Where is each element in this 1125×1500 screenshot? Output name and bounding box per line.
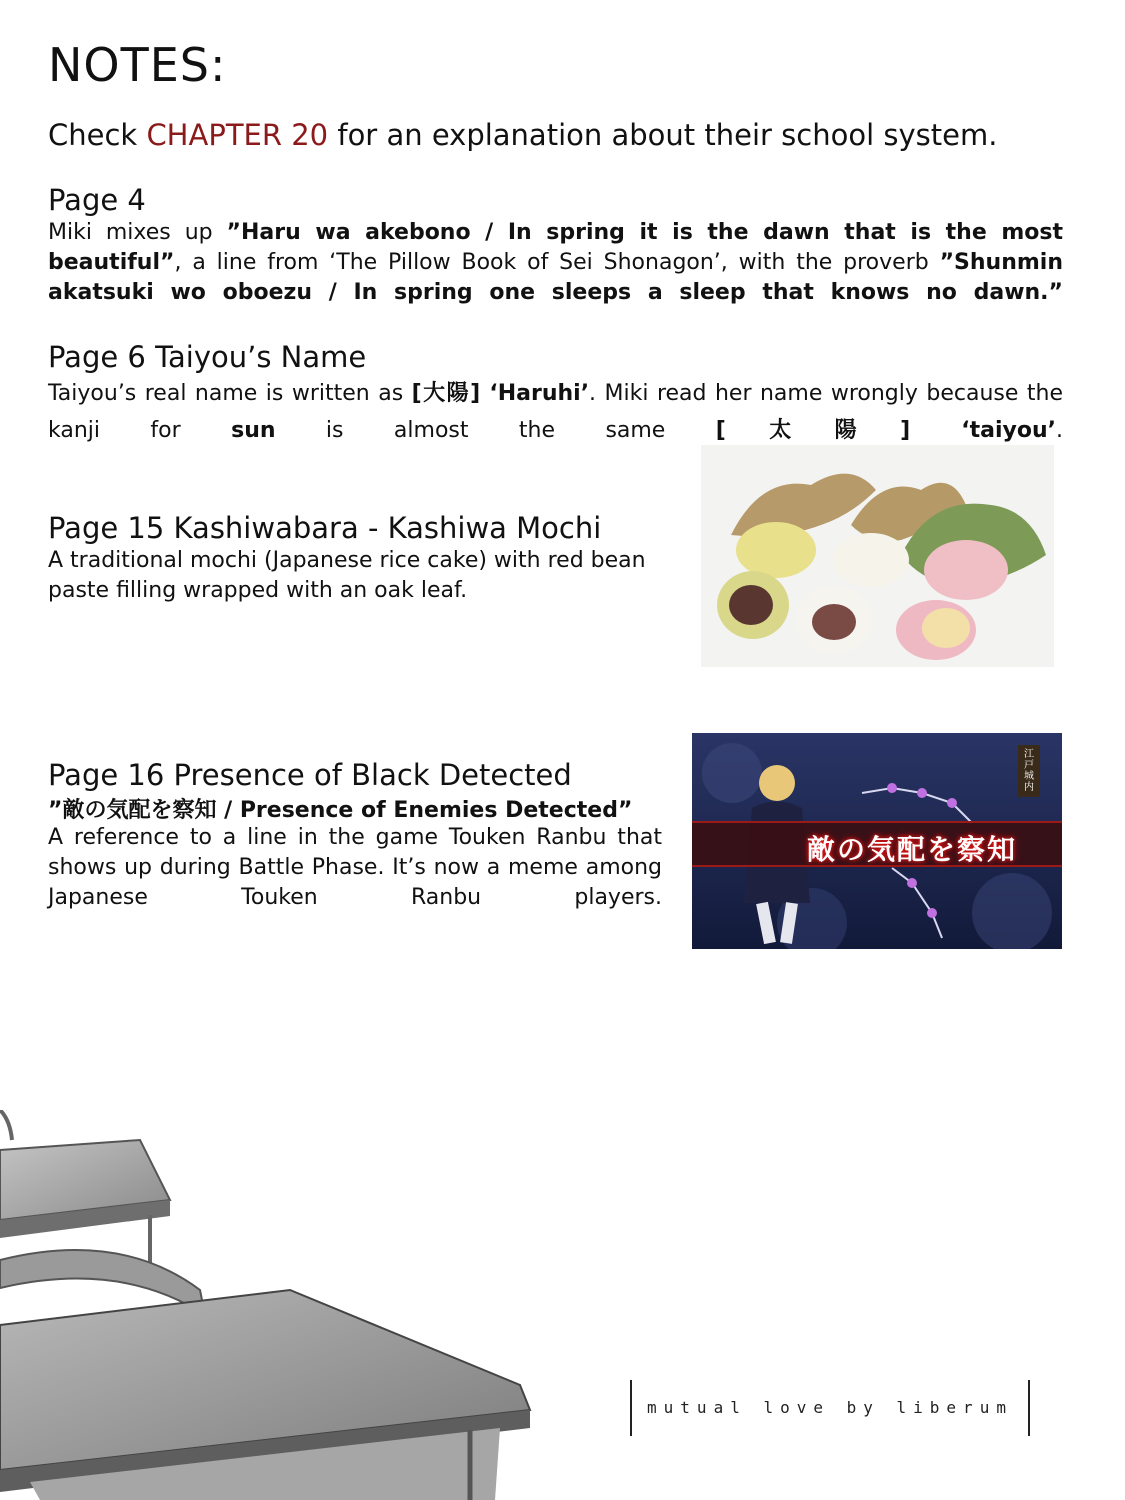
- desk-drawing: [0, 1110, 560, 1500]
- game-banner-text: 敵の気配を察知: [806, 833, 1017, 866]
- intro-line: [48, 118, 997, 152]
- section-body-page-16: A reference to a line in the game Touken Ranbu that shows up during Battle Phase. It’s now a meme among Japanese Touken Ranbu players.: [48, 825, 662, 910]
- intro-after: for an explanation about their school system.: [328, 118, 998, 152]
- section-heading-page-4: Page 4: [48, 183, 146, 217]
- credit-divider-right: [1028, 1380, 1030, 1436]
- section-text: Miki mixes up: [48, 220, 227, 245]
- game-location-label: 江戸城内: [1018, 745, 1040, 797]
- section-text: , a line from ‘The Pillow Book of Sei Shonagon’, with the proverb: [174, 250, 940, 275]
- touken-ranbu-screenshot: [692, 733, 1062, 949]
- kashiwa-mochi-photo: [701, 445, 1054, 667]
- section-body-page-6: [48, 375, 1063, 449]
- classroom-desk-illustration: [0, 1110, 560, 1500]
- chapter-link-text: CHAPTER 20: [146, 118, 329, 152]
- section-body-page-15: A traditional mochi (Japanese rice cake) with red bean paste filling wrapped with an oak leaf.: [48, 548, 646, 603]
- word-sun: sun: [231, 418, 276, 443]
- section-heading-page-15: Page 15 Kashiwabara - Kashiwa Mochi: [48, 511, 602, 545]
- section-text: . Miki read her name wrongly because the kanji for: [48, 381, 1063, 443]
- section-text: Taiyou’s real name is written as: [48, 381, 412, 406]
- section-text: .: [1055, 418, 1063, 443]
- section-text: is almost the same: [275, 418, 716, 443]
- kanji-haruhi: [大陽] ‘Haruhi’: [411, 381, 590, 406]
- quote-haru-wa-akebono: ”Haru wa akebono / In spring it is the dawn that is the most beautiful”: [48, 220, 1063, 275]
- credit-text: mutual love by liberum: [647, 1398, 1013, 1417]
- intro-before: Check: [48, 118, 147, 152]
- section-heading-page-6: Page 6 Taiyou’s Name: [48, 340, 367, 374]
- mochi-illustration: [701, 445, 1054, 667]
- section-body-page-4: [48, 218, 1063, 308]
- credit-block: [630, 1380, 1030, 1436]
- kanji-taiyou: [太陽] ‘taiyou’: [715, 418, 1056, 443]
- quote-shunmin: ”Shunmin akatsuki wo oboezu / In spring one sleeps a sleep that knows no dawn.”: [48, 250, 1063, 305]
- quote-enemies-detected: ”敵の気配を察知 / Presence of Enemies Detected”: [48, 798, 633, 823]
- section-heading-page-16: Page 16 Presence of Black Detected: [48, 758, 572, 792]
- page-title: NOTES:: [48, 38, 227, 92]
